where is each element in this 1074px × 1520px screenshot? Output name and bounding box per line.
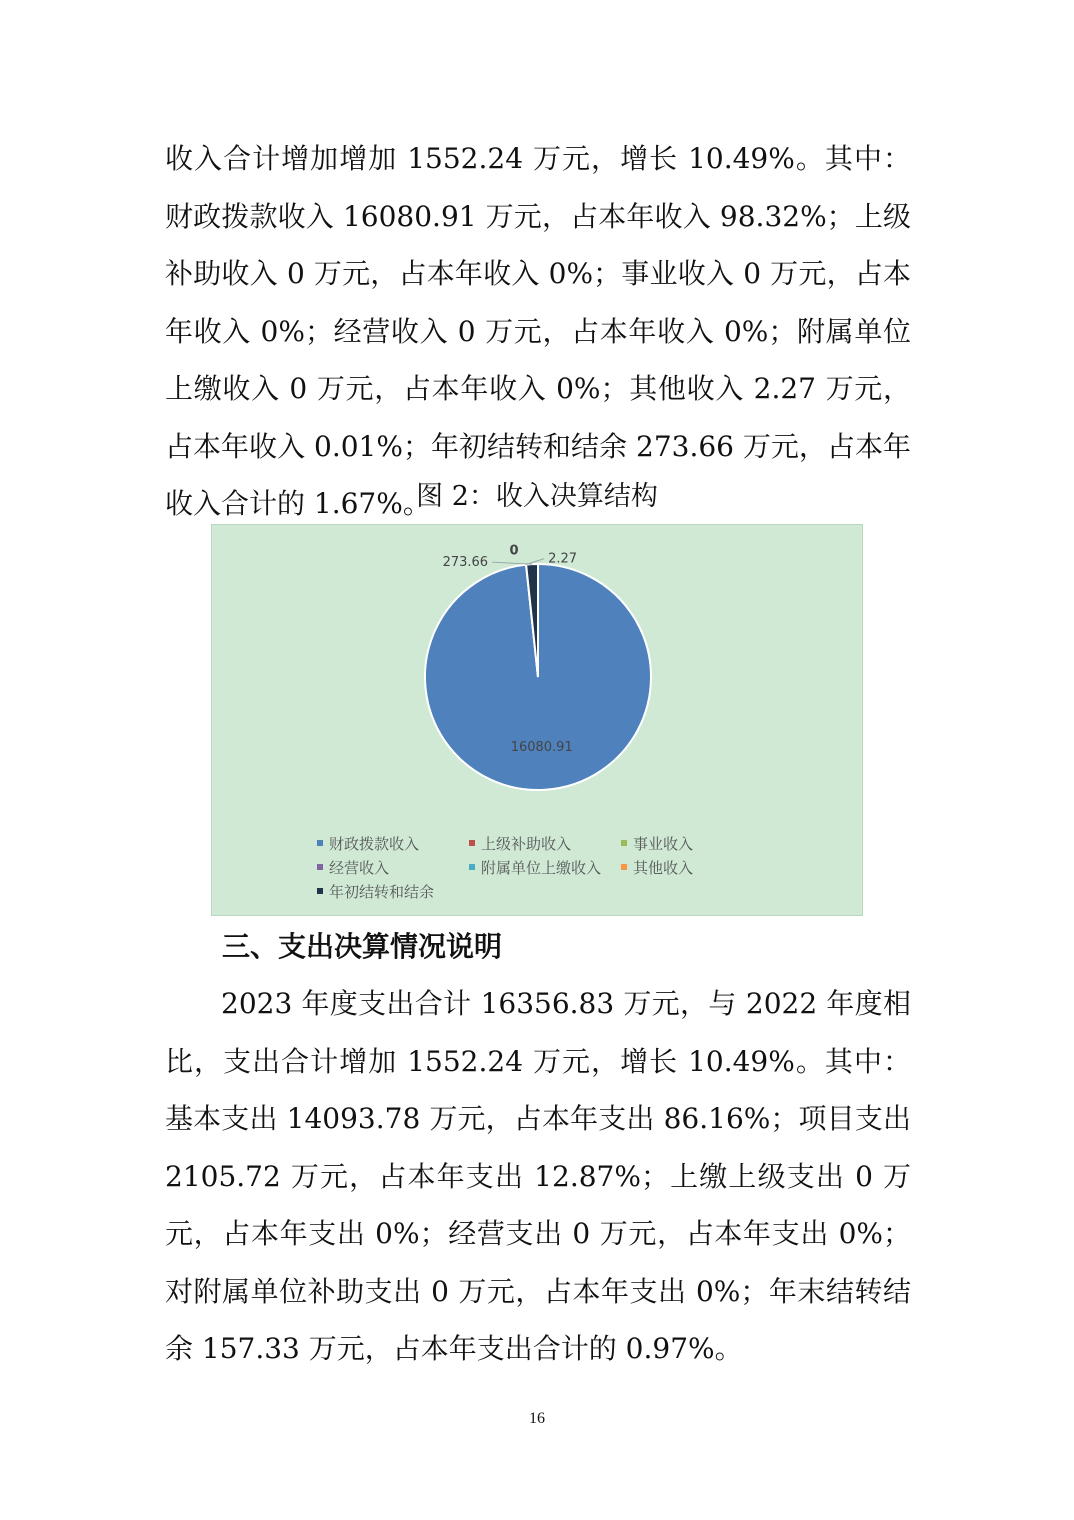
- figure-caption: 图 2：收入决算结构: [416, 481, 658, 512]
- legend-item-4: [469, 857, 621, 878]
- legend-row: [317, 831, 837, 855]
- legend-item-2: [621, 833, 773, 854]
- legend-label: 财政拨款收入: [329, 834, 420, 853]
- legend-item-1: [469, 833, 621, 854]
- leader-line-6: [492, 562, 532, 564]
- legend-label: 经营收入: [329, 858, 390, 877]
- chart-legend: [317, 831, 837, 903]
- legend-label: 事业收入: [633, 834, 694, 853]
- legend-item-5: [621, 857, 773, 878]
- legend-row: [317, 855, 837, 879]
- legend-row: [317, 879, 837, 903]
- legend-label: 年初结转和结余: [329, 882, 435, 901]
- legend-swatch: [317, 864, 323, 870]
- data-label-6: 273.66: [442, 555, 489, 571]
- legend-swatch: [621, 864, 627, 870]
- legend-item-0: [317, 833, 469, 854]
- legend-item-6: [317, 881, 469, 902]
- data-label-3: 0: [509, 543, 519, 559]
- legend-swatch: [317, 840, 323, 846]
- data-label-0: 16080.91: [510, 739, 573, 755]
- page-number: 16: [529, 1410, 545, 1427]
- legend-label: 上级补助收入: [481, 834, 572, 853]
- section-heading: 三、支出决算情况说明: [222, 930, 503, 963]
- legend-swatch: [469, 864, 475, 870]
- legend-label: 附属单位上缴收入: [481, 858, 602, 877]
- expenditure-paragraph: 2023 年度支出合计 16356.83 万元，与 2022 年度相比，支出合计增加 1552.24 万元，增长 10.49%。其中：基本支出 14093.78 万元，占本年支出 86.16%；项目支出 2105.72 万元，占本年支出 12.87%；上缴上级支出 0 万元，占本年支出 0%；经营支出 0 万元，占本年支出 0%；对附属单位补助支出 0 万元，占本年支出 0%；年末结转结余 157.33 万元，占本年支出合计的 0.97%。: [165, 987, 911, 1365]
- legend-item-3: [317, 857, 469, 878]
- legend-label: 其他收入: [633, 858, 694, 877]
- data-label-5: 2.27: [548, 551, 578, 567]
- legend-swatch: [317, 888, 323, 894]
- pie-chart-svg: [212, 525, 864, 825]
- legend-swatch: [469, 840, 475, 846]
- income-structure-pie-chart: [211, 524, 863, 916]
- income-paragraph: 收入合计增加增加 1552.24 万元，增长 10.49%。其中：财政拨款收入 16080.91 万元，占本年收入 98.32%；上级补助收入 0 万元，占本年收入 0%；事业收入 0 万元，占本年收入 0%；经营收入 0 万元，占本年收入 0%；附属单位上缴收入 0 万元，占本年收入 0%；其他收入 2.27 万元，占本年收入 0.01%；年初结转和结余 273.66 万元，占本年收入合计的 1.67%。: [165, 142, 911, 520]
- legend-swatch: [621, 840, 627, 846]
